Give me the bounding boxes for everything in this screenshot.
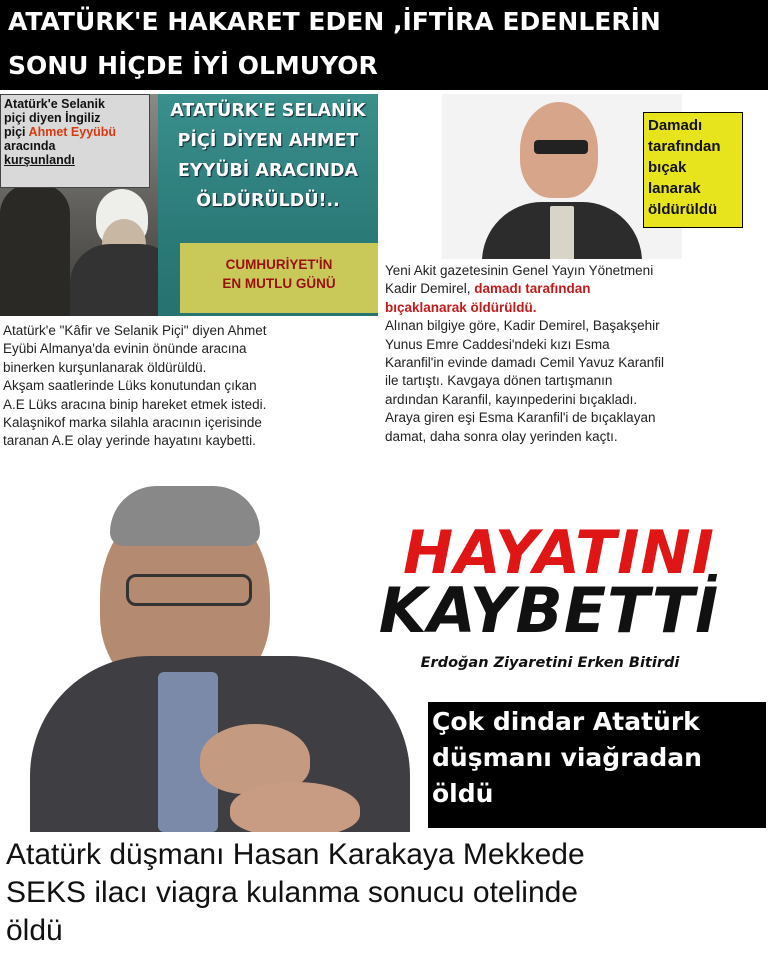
caption-line: Atatürk düşmanı Hasan Karakaya Mekkede	[6, 838, 585, 871]
caption-black-box	[428, 702, 766, 828]
article-line: Kalaşnikof marka silahla aracının içerisinde	[3, 415, 262, 431]
headline-word-1: HAYATINI	[403, 518, 715, 588]
inset-line: kurşunlandı	[4, 153, 75, 167]
badge-line: öldürüldü	[648, 201, 718, 218]
inset-highlight: Ahmet Eyyübü	[28, 125, 117, 139]
inset-line: piçi diyen İngiliz	[4, 111, 101, 125]
article-highlight: bıçaklanarak öldürüldü.	[385, 299, 537, 315]
subheadline-card	[180, 243, 378, 313]
article-line: Karanfil'in evinde damadı Cemil Yavuz Karanfil	[385, 355, 664, 371]
black-box-line: Çok dindar Atatürk	[432, 707, 700, 736]
header-line-2: SONU HİÇDE İYİ OLMUYOR	[8, 51, 378, 80]
stabbed-badge	[643, 112, 743, 228]
article-line: Eyübi Almanya'da evinin önünde aracına	[3, 341, 247, 357]
header-line-1: ATATÜRK'E HAKARET EDEN ,İFTİRA EDENLERİN	[8, 7, 661, 36]
headline-line: ATATÜRK'E SELANİK	[170, 101, 366, 121]
article-line: Araya giren eşi Esma Karanfil'i de bıçaklayan	[385, 410, 656, 426]
article-line: A.E Lüks aracına binip hareket etmek istedi.	[3, 396, 267, 412]
subheadline-text	[180, 255, 378, 293]
headline-line: PİÇİ DİYEN AHMET	[177, 131, 359, 151]
badge-line: tarafından	[648, 138, 721, 155]
headline-subtitle: Erdoğan Ziyaretini Erken Bitirdi	[420, 655, 680, 671]
caption-line: öldü	[6, 914, 63, 947]
subheadline-line: CUMHURİYET'İN	[225, 257, 333, 272]
article-line: Atatürk'e "Kâfir ve Selanik Piçi" diyen Ahmet	[3, 323, 267, 338]
article-line: Yunus Emre Caddesi'ndeki kızı Esma	[385, 336, 610, 352]
headline-line: EYYÜBİ ARACINDA	[177, 161, 359, 181]
article-line: Yeni Akit gazetesinin Genel Yayın Yönetmeni	[385, 263, 654, 278]
article-line: damat, daha sonra olay yerinden kaçtı.	[385, 428, 618, 444]
subheadline-line: EN MUTLU GÜNÜ	[222, 276, 336, 291]
article-line: Kadir Demirel, damadı tarafından	[385, 281, 591, 297]
headline-word-2: KAYBETTİ	[378, 574, 720, 647]
article-line: Alınan bilgiye göre, Kadir Demirel, Başakşehir	[385, 318, 660, 334]
header-banner	[0, 0, 768, 90]
article-line: binerken kurşunlanarak öldürüldü.	[3, 359, 207, 375]
article-highlight: damadı tarafından	[474, 281, 591, 297]
badge-line: Damadı	[648, 117, 703, 134]
article-line: ardından Karanfil, kayınpederini bıçakladı.	[385, 391, 638, 407]
black-box-line: düşmanı viağradan	[432, 743, 702, 772]
badge-line: bıçak	[648, 159, 687, 176]
right-article-text	[385, 262, 765, 446]
black-box-line: öldü	[432, 779, 494, 808]
inset-caption-box	[0, 94, 150, 188]
inset-line: Atatürk'e Selanik	[4, 97, 105, 111]
headline-text	[158, 96, 378, 216]
headline-line: ÖLDÜRÜLDÜ!..	[196, 191, 340, 211]
article-line: taranan A.E olay yerinde hayatını kaybetti.	[3, 433, 256, 449]
bottom-caption	[6, 836, 766, 950]
inset-line: aracında	[4, 139, 56, 153]
caption-line: SEKS ilacı viagra kulanma sonucu otelinde	[6, 876, 578, 909]
article-line: ile tartıştı. Kavgaya dönen tartışmanın	[385, 373, 613, 389]
article-line: Akşam saatlerinde Lüks konutundan çıkan	[3, 378, 257, 394]
inset-line: piçi Ahmet Eyyübü	[4, 125, 117, 139]
left-article-text	[3, 322, 375, 451]
badge-line: lanarak	[648, 180, 701, 197]
